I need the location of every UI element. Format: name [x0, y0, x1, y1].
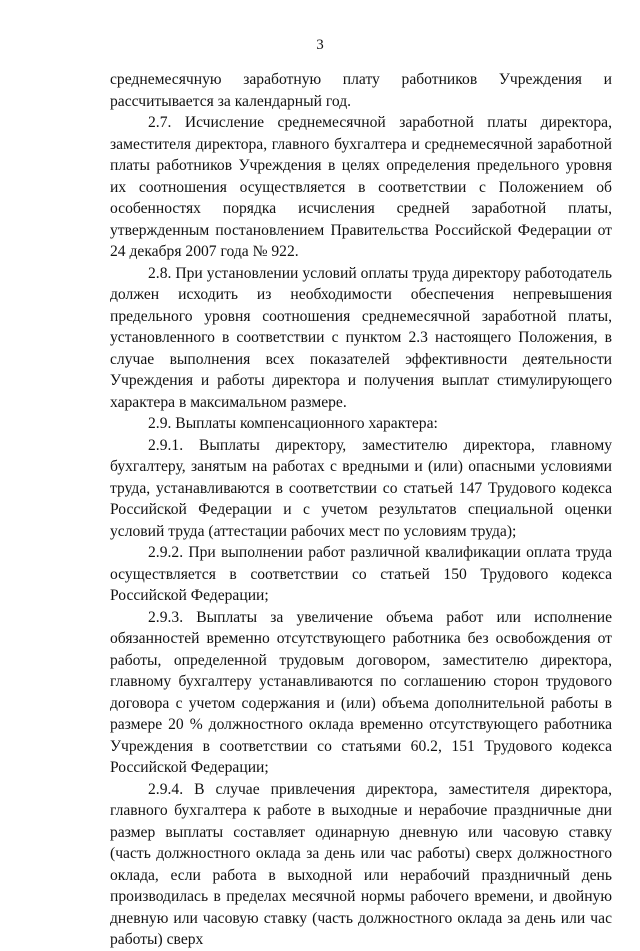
paragraph-2-9-1: 2.9.1. Выплаты директору, заместителю директора, главному бухгалтеру, занятым на работах с вредными и (или) опасными условиями труда, устанавливаются в соответствии со статьей 147 Трудового кодекса Российской Федерации и с учетом результатов специальной оценки условий труда (аттестации рабочих мест по условиям труда); — [110, 436, 612, 540]
document-body — [110, 69, 612, 951]
paragraph-2-9: 2.9. Выплаты компенсационного характера: — [148, 415, 438, 432]
paragraph-continuation: среднемесячную заработную плату работников Учреждения и рассчитывается за календарный год. — [110, 71, 612, 110]
paragraph-2-8: 2.8. При установлении условий оплаты труда директору работодатель должен исходить из необходимости обеспечения непревышения предельного уровня соотношения среднемесячной заработной платы, установленного в соответствии с пунктом 2.3 настоящего Положения, в случае выполнения всех показателей эффективности деятельности Учреждения и работы директора и получения выплат стимулирующего характера в максимальном размере. — [110, 264, 612, 411]
page-number: 3 — [316, 37, 324, 53]
paragraph-2-9-2: 2.9.2. При выполнении работ различной квалификации оплата труда осуществляется в соответствии со статьей 150 Трудового кодекса Российской Федерации; — [110, 544, 612, 604]
paragraph-2-9-4: 2.9.4. В случае привлечения директора, заместителя директора, главного бухгалтера к работе в выходные и нерабочие праздничные дни размер выплаты составляет одинарную дневную или часовую ставку (часть должностного оклада за день или час работы) сверх должностного оклада, если работа в выходной или нерабочий праздничный день производилась в пределах месячной нормы рабочего времени, и двойную дневную или часовую ставку (часть должностного оклада за день или час работы) сверх — [110, 780, 612, 948]
paragraph-2-7: 2.7. Исчисление среднемесячной заработной платы директора, заместителя директора, главного бухгалтера и среднемесячной заработной платы работников Учреждения в целях определения предельного уровня их соотношения осуществляется в соответствии с Положением об особенностях порядка исчисления средней заработной платы, утвержденным постановлением Правительства Российской Федерации от 24 декабря 2007 года № 922. — [110, 114, 612, 260]
paragraph-2-9-3: 2.9.3. Выплаты за увеличение объема работ или исполнение обязанностей временно отсутствующего работника без освобождения от работы, определенной трудовым договором, заместителю директора, главному бухгалтеру устанавливаются по соглашению сторон трудового договора с учетом содержания и (или) объема дополнительной работы в размере 20 % должностного оклада временно отсутствующего работника Учреждения в соответствии со статьями 60.2, 151 Трудового кодекса Российской Федерации; — [110, 608, 612, 776]
